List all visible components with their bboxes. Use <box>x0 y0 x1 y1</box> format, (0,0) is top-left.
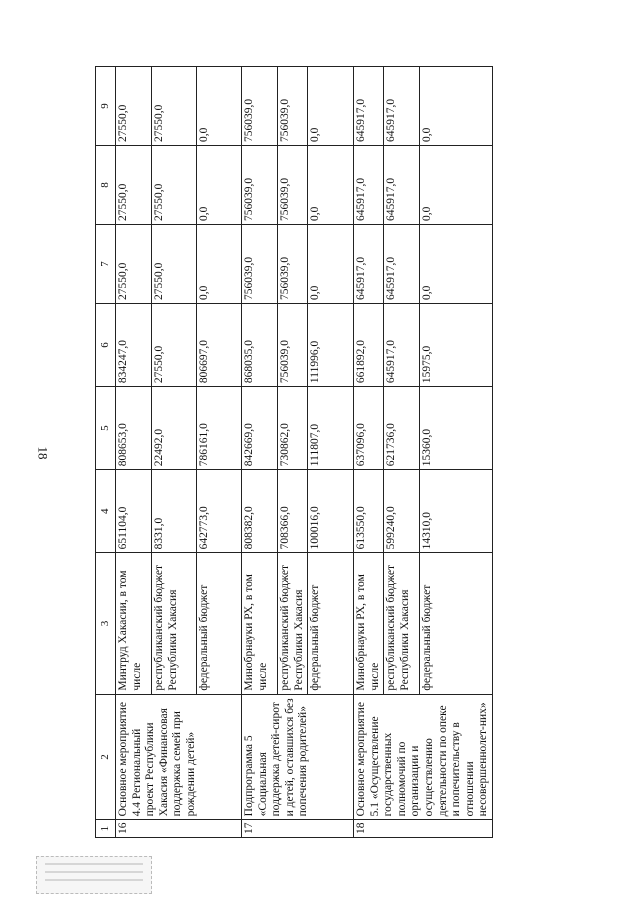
value-cell: 27550,0 <box>152 303 197 386</box>
value-cell: 642773,0 <box>197 470 242 553</box>
value-cell: 599240,0 <box>384 470 420 553</box>
value-cell: 708366,0 <box>278 470 308 553</box>
header-cell: 6 <box>96 303 116 386</box>
value-cell: 613550,0 <box>354 470 384 553</box>
value-cell: 0,0 <box>308 224 354 303</box>
value-cell: 27550,0 <box>116 67 152 146</box>
value-cell: 651104,0 <box>116 470 152 553</box>
value-cell: 756039,0 <box>242 146 278 225</box>
table-row <box>354 67 384 838</box>
header-cell: 3 <box>96 553 116 694</box>
value-cell: 0,0 <box>308 67 354 146</box>
value-cell: 834247,0 <box>116 303 152 386</box>
value-cell: 645917,0 <box>384 146 420 225</box>
value-cell: 15360,0 <box>420 387 493 470</box>
value-cell: 111996,0 <box>308 303 354 386</box>
row-name: Подпрограмма 5 «Социальная поддержка детей-сирот и детей, оставшихся без попечения родителей» <box>242 694 354 820</box>
value-cell: 806697,0 <box>197 303 242 386</box>
value-cell: 14310,0 <box>420 470 493 553</box>
value-cell: 645917,0 <box>354 146 384 225</box>
value-cell: 756039,0 <box>278 303 308 386</box>
value-cell: 100016,0 <box>308 470 354 553</box>
value-cell: 645917,0 <box>384 303 420 386</box>
value-cell: 0,0 <box>420 146 493 225</box>
row-number: 18 <box>354 820 493 838</box>
header-cell: 2 <box>96 694 116 820</box>
value-cell: 756039,0 <box>278 224 308 303</box>
table-row <box>116 67 152 838</box>
source-cell: республиканский бюджет Республики Хакасия <box>152 553 197 694</box>
page-number: 18 <box>35 446 51 460</box>
value-cell: 0,0 <box>197 146 242 225</box>
value-cell: 111807,0 <box>308 387 354 470</box>
value-cell: 756039,0 <box>278 67 308 146</box>
value-cell: 22492,0 <box>152 387 197 470</box>
header-cell: 8 <box>96 146 116 225</box>
illegible-stamp <box>36 856 152 894</box>
value-cell: 621736,0 <box>384 387 420 470</box>
value-cell: 15975,0 <box>420 303 493 386</box>
value-cell: 27550,0 <box>152 67 197 146</box>
source-cell: Минобрнауки РХ, в том числе <box>242 553 278 694</box>
value-cell: 756039,0 <box>242 224 278 303</box>
value-cell: 645917,0 <box>384 67 420 146</box>
value-cell: 8331,0 <box>152 470 197 553</box>
source-cell: федеральный бюджет <box>197 553 242 694</box>
value-cell: 27550,0 <box>116 146 152 225</box>
value-cell: 661892,0 <box>354 303 384 386</box>
header-cell: 1 <box>96 820 116 838</box>
source-cell: республиканский бюджет Республики Хакасия <box>278 553 308 694</box>
value-cell: 645917,0 <box>354 224 384 303</box>
value-cell: 842669,0 <box>242 387 278 470</box>
value-cell: 645917,0 <box>354 67 384 146</box>
value-cell: 637096,0 <box>354 387 384 470</box>
header-cell: 4 <box>96 470 116 553</box>
row-number: 16 <box>116 820 242 838</box>
value-cell: 0,0 <box>308 146 354 225</box>
header-cell: 5 <box>96 387 116 470</box>
value-cell: 0,0 <box>197 224 242 303</box>
row-name: Основное мероприятие 4.4 Региональный проект Республики Хакасия «Финансовая поддержка семей при рождении детей» <box>116 694 242 820</box>
source-cell: республиканский бюджет Республики Хакасия <box>384 553 420 694</box>
header-cell: 7 <box>96 224 116 303</box>
value-cell: 868035,0 <box>242 303 278 386</box>
value-cell: 756039,0 <box>278 146 308 225</box>
budget-table <box>95 66 493 838</box>
value-cell: 756039,0 <box>242 67 278 146</box>
value-cell: 27550,0 <box>152 224 197 303</box>
table-row <box>242 67 278 838</box>
value-cell: 786161,0 <box>197 387 242 470</box>
value-cell: 27550,0 <box>116 224 152 303</box>
value-cell: 808653,0 <box>116 387 152 470</box>
value-cell: 730862,0 <box>278 387 308 470</box>
source-cell: федеральный бюджет <box>420 553 493 694</box>
header-cell: 9 <box>96 67 116 146</box>
row-name: Основное мероприятие 5.1 «Осуществление государственных полномочий по организации и осуществлению деятельности по опеке и попечительству в отношении несовершеннолет-них» <box>354 694 493 820</box>
value-cell: 0,0 <box>197 67 242 146</box>
source-cell: Минобрнауки РХ, в том числе <box>354 553 384 694</box>
value-cell: 0,0 <box>420 224 493 303</box>
source-cell: Минтруд Хакасии, в том числе <box>116 553 152 694</box>
rotated-table-container <box>95 66 490 838</box>
table-header-row <box>96 67 116 838</box>
source-cell: федеральный бюджет <box>308 553 354 694</box>
value-cell: 645917,0 <box>384 224 420 303</box>
value-cell: 808382,0 <box>242 470 278 553</box>
value-cell: 27550,0 <box>152 146 197 225</box>
row-number: 17 <box>242 820 354 838</box>
value-cell: 0,0 <box>420 67 493 146</box>
